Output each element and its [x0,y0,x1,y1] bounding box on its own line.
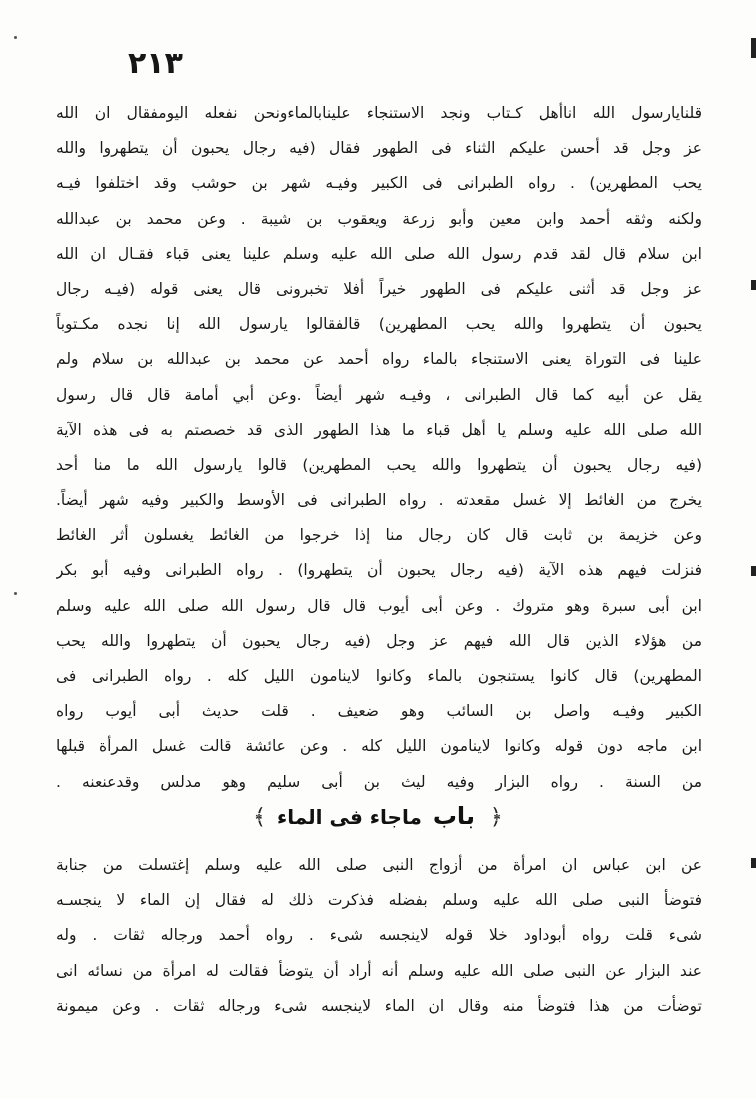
scan-edge-mark [751,858,756,868]
text-line: ابن ماجه دون قوله وكانوا لاينامون الليل كله . وعن عائشة قالت غسل المرأة قبلها [56,737,702,756]
heading-title: ماجاء فى الماء [277,805,422,829]
text-line: (فيه رجال يحبون أن يتطهروا والله يحب المطهرين) قالوا يارسول الله ما منا أحد [56,455,702,474]
scan-edge-mark [751,566,756,576]
page-number: ٢١٣ [128,46,183,81]
text-line: ابن سلام قال لقد قدم رسول الله صلى الله عليه وسلم علينا يعنى قباء فقـال ان الله [56,244,702,263]
text-line: فتوضأ النبى صلى الله عليه وسلم بفضله فذكرت ذلك له فقال إن الماء لا ينجسـه [56,891,702,910]
text-line: ولكنه وثقه أحمد وابن معين وأبو زرعة ويعقوب بن شيبة . وعن محمد بن عبدالله [56,209,702,228]
text-line: يحب المطهرين) . رواه الطبرانى فى الكبير وفيـه شهر بن حوشب وقد اختلفوا فيـه [56,174,702,193]
text-line: عز وجل قد أثنى عليكم فى الطهور خيراً أفلا تخبرونى قال يعنى قوله (فيـه رجال [56,279,702,298]
text-line: توضأت من هذا فتوضأ منه وقال ان الماء لاينجسه شىء ورجاله ثقات . وعن ميمونة [56,996,702,1015]
text-line: الكبير وفيـه واصل بن السائب وهو ضعيف . قلت حديث أبى أيوب رواه [56,702,702,721]
text-line: عند البزار عن النبى صلى الله عليه وسلم أنه أراد أن يتوضأ فقالت له امرأة من نسائه انى [56,961,702,980]
section-heading [0,802,756,830]
text-line: قلنايارسول الله اناأهل كـتاب ونجد الاستنجاء علينابالماءونحن نفعله اليومفقال ان الله [56,104,702,122]
heading-close-bracket: ﴾ [253,805,267,830]
text-line: يحبون أن يتطهروا والله يحب المطهرين) قالفقالوا يارسول الله إنا نجده مكـتوباً [56,315,702,334]
text-line: يقل عن أبيه كما قال الطبرانى ، وفيـه شهر أيضاً .وعن أبي أمامة قال قال رسول [56,385,702,404]
main-text-block [56,96,702,800]
text-line: من السنة . رواه البزار وفيه ليث بن أبى سليم وهو مدلس وقدعنعنه . [56,772,702,791]
text-line: علينا فى التوراة يعنى الاستنجاء بالماء رواه أحمد عن محمد بن عبدالله بن سلام ولم [56,350,702,369]
text-line: عز وجل قد أحسن عليكم الثناء فى الطهور فقال (فيه رجال يحبون أن يتطهروا والله [56,139,702,158]
section-text-block [56,848,702,1024]
text-line: المطهرين) قال كانوا يستنجون بالماء وكانوا لاينامون الليل كله . رواه الطبرانى فى [56,667,702,685]
text-line: الله صلى الله عليه وسلم يا أهل قباء ما هذا الطهور الذى قد خصصتم به فى هذه الآية [56,420,702,439]
heading-open-bracket: ﴿ [489,805,503,830]
text-line: وعن خزيمة بن ثابت قال كان رجال منا إذا خرجوا من الغائط يغسلون أثر الغائط [56,526,702,545]
scan-speck [14,36,17,39]
text-line: عن ابن عباس ان امرأة من أزواج النبى صلى الله عليه وسلم إغتسلت من جنابة [56,856,702,874]
text-line: ابن أبى سبرة وهو متروك . وعن أبى أيوب قال قال رسول الله صلى الله عليه وسلم [56,596,702,615]
scan-edge-mark [751,38,756,58]
text-line: شىء قلت رواه أبوداود خلا قوله لاينجسه شىء . رواه أحمد ورجاله ثقات . وله [56,926,702,945]
scan-edge-mark [751,280,756,290]
text-line: فنزلت فيهم هذه الآية (فيه رجال يحبون أن يتطهروا) . رواه الطبرانى وفيه أبو بكر [56,561,702,580]
scan-speck [14,592,17,595]
text-line: من هؤلاء الذين قال الله فيهم عز وجل (فيه رجال يحبون أن يتطهروا والله يحب [56,631,702,650]
heading-bab: باب [432,802,475,830]
text-line: يخرج من الغائط إلا غسل مقعدته . رواه الطبرانى فى الأوسط والكبير وفيه شهر أيضاً. [56,491,702,510]
